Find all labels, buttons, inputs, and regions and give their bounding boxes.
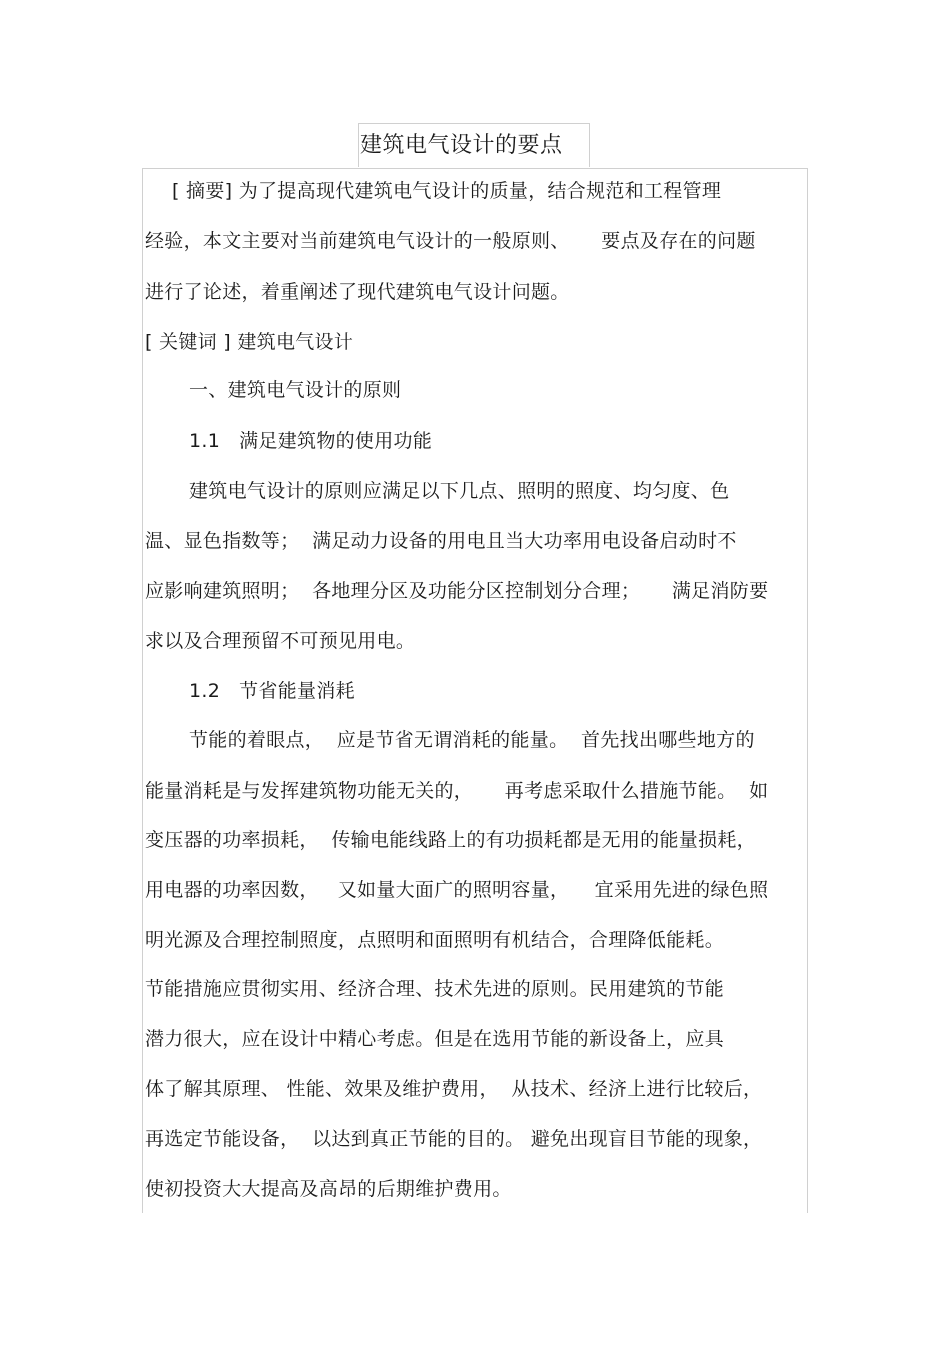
abstract-line-2: 经验，本文主要对当前建筑电气设计的一般原则、 要点及存在的问题 xyxy=(145,230,756,252)
section-heading-1: 一、建筑电气设计的原则 xyxy=(189,379,402,401)
keywords-line: [ 关键词 ] 建筑电气设计 xyxy=(145,331,354,353)
paragraph-line: 变压器的功率损耗， 传输电能线路上的有功损耗都是无用的能量损耗， xyxy=(145,829,756,851)
paragraph-line: 使初投资大大提高及高昂的后期维护费用。 xyxy=(145,1178,512,1200)
subheading-1-2: 1.2 节省能量消耗 xyxy=(189,680,355,702)
paragraph-line: 建筑电气设计的原则应满足以下几点、照明的照度、均匀度、色 xyxy=(189,480,730,502)
paragraph-line: 潜力很大，应在设计中精心考虑。但是在选用节能的新设备上，应具 xyxy=(145,1028,725,1050)
paragraph-line: 应影响建筑照明； 各地理分区及功能分区控制划分合理； 满足消防要 xyxy=(145,580,769,602)
document-title: 建筑电气设计的要点 xyxy=(360,133,563,158)
paragraph-line: 节能措施应贯彻实用、经济合理、技术先进的原则。民用建筑的节能 xyxy=(145,978,725,1000)
paragraph-line: 再选定节能设备， 以达到真正节能的目的。 避免出现盲目节能的现象， xyxy=(145,1128,763,1150)
paragraph-line: 用电器的功率因数， 又如量大面广的照明容量， 宜采用先进的绿色照 xyxy=(145,879,769,901)
paragraph-line: 节能的着眼点， 应是节省无谓消耗的能量。 首先找出哪些地方的 xyxy=(189,729,755,751)
paragraph-line: 明光源及合理控制照度，点照明和面照明有机结合，合理降低能耗。 xyxy=(145,929,725,951)
paragraph-line: 能量消耗是与发挥建筑物功能无关的， 再考虑采取什么措施节能。 如 xyxy=(145,780,769,802)
abstract-line-1: [ 摘要] 为了提高现代建筑电气设计的质量，结合规范和工程管理 xyxy=(172,180,722,202)
paragraph-line: 温、显色指数等； 满足动力设备的用电且当大功率用电设备启动时不 xyxy=(145,530,737,552)
paragraph-line: 体了解其原理、 性能、效果及维护费用， 从技术、经济上进行比较后， xyxy=(145,1078,763,1100)
subheading-1-1: 1.1 满足建筑物的使用功能 xyxy=(189,430,433,452)
abstract-line-3: 进行了论述，着重阐述了现代建筑电气设计问题。 xyxy=(145,281,570,303)
paragraph-line: 求以及合理预留不可预见用电。 xyxy=(145,630,416,652)
